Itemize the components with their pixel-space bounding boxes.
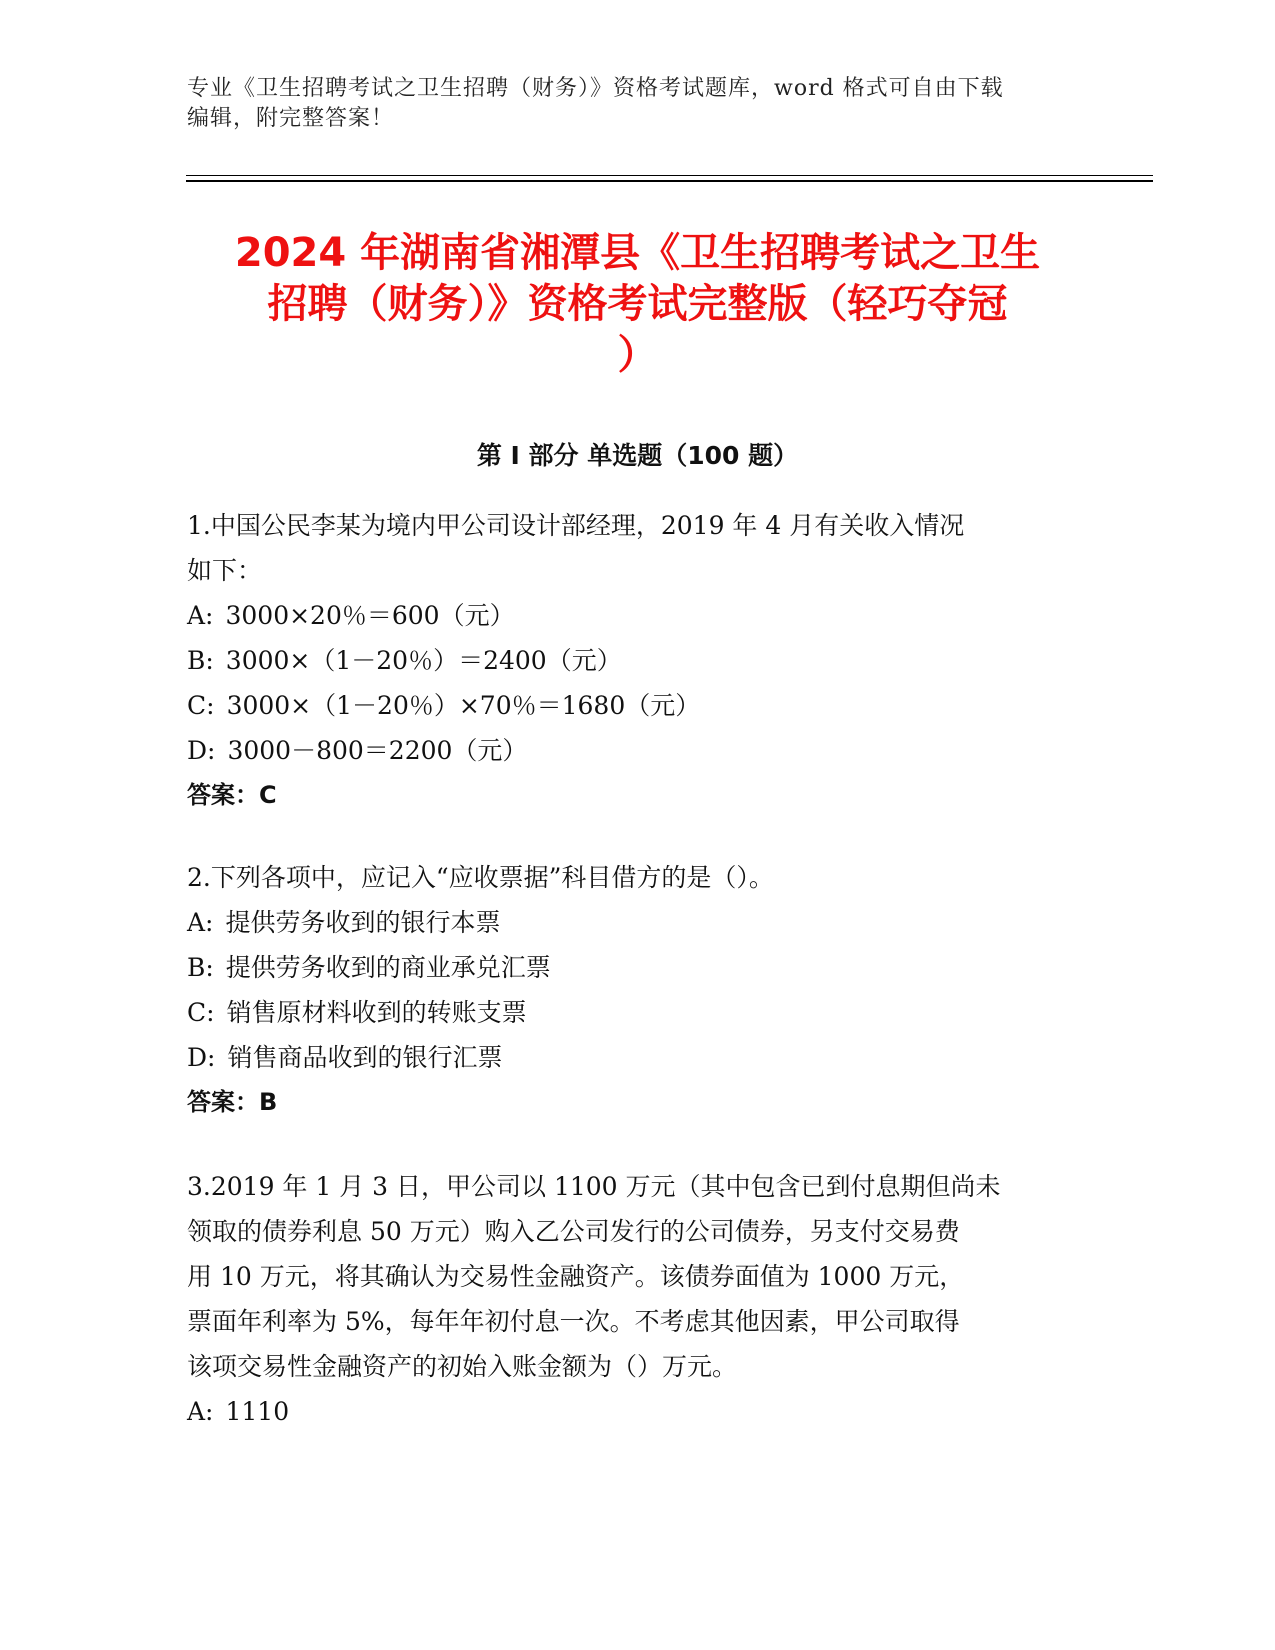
option-text: 3000×（1－20％）＝2400（元） (225, 646, 622, 675)
option-key: C: (187, 998, 215, 1027)
header-note-line-1: 专业《卫生招聘考试之卫生招聘（财务）》资格考试题库，word 格式可自由下载 (187, 76, 1004, 101)
option-c (187, 683, 1087, 728)
question-stem-line: 该项交易性金融资产的初始入账金额为（）万元。 (187, 1352, 738, 1381)
option-d (187, 728, 1087, 773)
option-key: D: (187, 1043, 216, 1072)
question-stem-line: 1.中国公民李某为境内甲公司设计部经理，2019 年 4 月有关收入情况 (187, 511, 965, 540)
option-a (187, 593, 1087, 638)
option-d (187, 1035, 1087, 1080)
option-b (187, 945, 1087, 990)
header-divider-thin (186, 175, 1153, 176)
option-a (187, 1389, 1087, 1434)
question-stem-line: 如下： (187, 556, 263, 585)
option-a (187, 900, 1087, 945)
question-stem-line: 用 10 万元，将其确认为交易性金融资产。该债券面值为 1000 万元， (187, 1262, 965, 1291)
option-key: A: (187, 908, 214, 937)
document-title-line-3: ） (617, 332, 658, 378)
option-b (187, 638, 1087, 683)
option-key: B: (187, 646, 214, 675)
option-text: 提供劳务收到的商业承兑汇票 (225, 953, 551, 982)
question-3 (187, 1164, 1087, 1434)
option-key: B: (187, 953, 214, 982)
header-note-line-2: 编辑，附完整答案！ (187, 106, 395, 131)
option-key: C: (187, 691, 215, 720)
option-text: 1110 (225, 1397, 290, 1426)
header-note (187, 74, 1067, 134)
option-text: 销售商品收到的银行汇票 (227, 1043, 503, 1072)
answer-line: 答案：B (187, 1088, 278, 1116)
question-stem-line: 2.下列各项中，应记入“应收票据”科目借方的是（）。 (187, 863, 774, 892)
option-text: 3000－800＝2200（元） (227, 736, 528, 765)
option-text: 销售原材料收到的转账支票 (226, 998, 527, 1027)
option-c (187, 990, 1087, 1035)
section-title: 第 I 部分 单选题（100 题） (476, 441, 799, 470)
header-divider-thick (186, 180, 1153, 182)
option-text: 提供劳务收到的银行本票 (225, 908, 501, 937)
option-key: A: (187, 601, 214, 630)
option-text: 3000×（1－20％）×70％＝1680（元） (226, 691, 701, 720)
question-1 (187, 503, 1087, 818)
question-stem-line: 领取的债券利息 50 万元）购入乙公司发行的公司债券，另支付交易费 (187, 1217, 960, 1246)
document-title (150, 228, 1125, 381)
question-stem-line: 票面年利率为 5%，每年年初付息一次。不考虑其他因素，甲公司取得 (187, 1307, 960, 1336)
option-key: D: (187, 736, 216, 765)
question-2 (187, 855, 1087, 1125)
answer-line: 答案：C (187, 781, 277, 809)
document-title-line-1: 2024 年湖南省湘潭县《卫生招聘考试之卫生 (234, 230, 1041, 276)
document-title-line-2: 招聘（财务）》资格考试完整版（轻巧夺冠 (267, 281, 1008, 327)
option-text: 3000×20％＝600（元） (225, 601, 515, 630)
option-key: A: (187, 1397, 214, 1426)
question-stem-line: 3.2019 年 1 月 3 日，甲公司以 1100 万元（其中包含已到付息期但尚未 (187, 1172, 1001, 1201)
